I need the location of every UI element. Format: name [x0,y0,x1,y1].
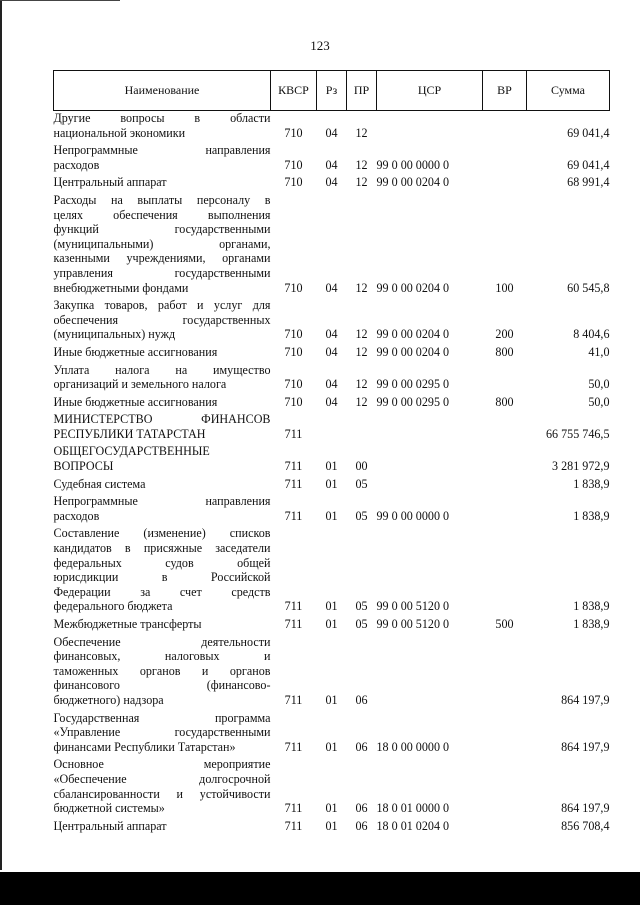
row-sum: 50,0 [588,394,610,409]
row-name-line: Межбюджетные трансферты [53,617,202,631]
row-name-line: Федерации за счет средств [53,584,271,599]
row-csr: 99 0 00 5120 0 [376,617,450,631]
row-name [54,298,271,345]
row-name-line: финансовых, налоговых и [53,649,271,664]
row-csr: 99 0 00 0204 0 [376,280,450,295]
header-rz: Рз [317,71,347,111]
row-vr [483,363,527,395]
row-name [54,819,271,837]
row-rz: 01 [325,476,338,491]
row-kvsr: 710 [284,280,303,295]
row-rz: 01 [325,508,338,523]
row-name [54,111,271,144]
page-number: 123 [310,38,330,53]
row-sum: 1 838,9 [573,617,610,631]
row-vr [483,711,527,758]
row-kvsr: 711 [284,739,303,754]
table-header-row [54,71,610,111]
table-row [54,494,610,526]
row-pr: 12 [355,157,368,172]
row-name-line: ВОПРОСЫ [53,459,114,474]
row-name-line: РЕСПУБЛИКИ ТАТАРСТАН [53,426,206,441]
row-sum: 1 838,9 [573,476,610,491]
row-name-line: (муниципальных) нужд [53,327,176,342]
row-name-line: управления государственными [53,265,271,280]
row-name-line: организаций и земельного налога [53,377,227,392]
row-pr: 05 [355,599,368,614]
row-pr: 06 [355,692,368,707]
row-csr [377,477,483,495]
row-kvsr: 711 [284,426,303,441]
row-pr: 12 [355,175,368,190]
row-kvsr: 710 [284,327,303,342]
row-pr: 05 [355,617,368,631]
row-pr: 06 [355,739,368,754]
row-rz: 04 [325,344,338,359]
row-name [54,412,271,444]
table-row [54,298,610,345]
row-sum: 50,0 [588,377,610,392]
row-sum: 864 197,9 [561,692,610,707]
row-kvsr: 710 [284,125,303,140]
row-pr [347,412,377,444]
row-name-line: внебюджетными фондами [53,280,189,295]
row-name-line: казенными учреждениями, органами [53,251,271,266]
row-vr [483,494,527,526]
row-name-line: Другие вопросы в области [53,111,271,125]
row-csr: 18 0 01 0204 0 [376,818,450,833]
row-name-line: юрисдикции в Российской [53,570,271,585]
row-rz: 01 [325,818,338,833]
row-sum: 69 041,4 [567,125,610,140]
row-vr [483,412,527,444]
row-name-line: финансового (финансово- [53,678,271,693]
row-kvsr: 710 [284,377,303,392]
row-vr [483,757,527,818]
row-csr: 99 0 00 0204 0 [376,344,450,359]
row-pr: 06 [355,801,368,816]
row-name [54,617,271,635]
row-pr: 12 [355,280,368,295]
row-pr: 12 [355,394,368,409]
row-name [54,193,271,298]
scan-bottom-band [0,872,640,905]
row-name-line: Государственная программа [53,710,271,725]
row-pr: 05 [355,476,368,491]
row-rz: 01 [325,617,338,631]
row-name [54,444,271,476]
row-vr [483,477,527,495]
row-kvsr: 711 [284,599,303,614]
row-csr [377,412,483,444]
table-row [54,444,610,476]
row-name-line: бюджетного) надзора [53,692,164,707]
row-pr: 05 [355,508,368,523]
row-name-line: Иные бюджетные ассигнования [53,344,218,359]
row-name-line: Непрограммные направления [53,494,271,509]
row-sum: 68 991,4 [567,175,610,190]
row-kvsr: 711 [284,617,303,631]
row-csr: 99 0 00 0295 0 [376,377,450,392]
row-vr: 800 [495,344,514,359]
table-body [54,111,610,837]
row-pr: 12 [355,125,368,140]
row-name [54,477,271,495]
row-rz: 04 [325,377,338,392]
row-sum: 864 197,9 [561,801,610,816]
row-rz: 04 [325,125,338,140]
row-name-line: обеспечения государственных [53,312,271,327]
row-name-line: таможенных органов и органов [53,663,271,678]
row-vr [483,635,527,711]
table-row [54,711,610,758]
row-kvsr: 710 [284,394,303,409]
row-name-line: расходов [53,157,100,172]
header-csr: ЦСР [377,71,483,111]
row-name-line: Уплата налога на имущество [53,362,271,377]
row-name-line: Основное мероприятие [53,757,271,772]
row-name-line: федерального бюджета [53,599,173,614]
row-vr: 100 [495,280,514,295]
table-row [54,635,610,711]
row-kvsr: 711 [284,801,303,816]
row-vr: 500 [495,617,514,631]
row-name-line: Обеспечение деятельности [53,634,271,649]
header-kvsr: КВСР [271,71,317,111]
header-vr: ВР [483,71,527,111]
row-name [54,395,271,413]
row-kvsr: 711 [284,818,303,833]
row-kvsr: 710 [284,344,303,359]
row-sum: 41,0 [588,344,610,359]
row-name-line: (муниципальными) органами, [53,236,271,251]
row-name-line: Закупка товаров, работ и услуг для [53,298,271,313]
row-name-line: ОБЩЕГОСУДАРСТВЕННЫЕ [53,444,210,459]
row-vr [483,526,527,617]
row-name-line: целях обеспечения выполнения [53,207,271,222]
row-csr [377,111,483,144]
row-rz: 01 [325,692,338,707]
row-vr [483,143,527,175]
row-name-line: Расходы на выплаты персоналу в [53,192,271,207]
row-csr: 18 0 00 0000 0 [376,739,450,754]
header-name: Наименование [54,71,271,111]
row-sum: 856 708,4 [561,818,610,833]
row-name-line: сбалансированности и устойчивости [53,786,271,801]
row-name-line: Непрограммные направления [53,143,271,158]
row-name-line: кандидатов в присяжные заседатели [53,541,271,556]
row-rz: 04 [325,280,338,295]
table-row [54,477,610,495]
row-kvsr: 710 [284,157,303,172]
row-sum: 3 281 972,9 [552,459,610,474]
row-vr: 200 [495,327,514,342]
row-csr: 99 0 00 0000 0 [376,157,450,172]
row-name [54,175,271,193]
row-csr: 18 0 01 0000 0 [376,801,450,816]
row-csr [377,635,483,711]
table-row [54,395,610,413]
row-sum: 69 041,4 [567,157,610,172]
row-kvsr: 711 [284,508,303,523]
row-kvsr: 711 [284,692,303,707]
row-name-line: Иные бюджетные ассигнования [53,394,218,409]
row-vr [483,444,527,476]
table-row [54,143,610,175]
row-name-line: расходов [53,508,100,523]
row-kvsr: 711 [284,459,303,474]
row-name-line: Судебная система [53,476,146,491]
row-rz: 01 [325,599,338,614]
row-rz [317,412,347,444]
row-rz: 04 [325,394,338,409]
table-row [54,345,610,363]
row-pr: 12 [355,327,368,342]
row-pr: 12 [355,344,368,359]
row-rz: 01 [325,801,338,816]
row-name [54,526,271,617]
row-csr: 99 0 00 5120 0 [376,599,450,614]
table-row [54,757,610,818]
row-name-line: МИНИСТЕРСТВО ФИНАНСОВ [53,412,271,427]
header-pr: ПР [347,71,377,111]
row-name-line: «Управление государственными [53,725,271,740]
row-name [54,143,271,175]
row-name-line: национальной экономики [53,125,186,140]
row-name-line: «Обеспечение долгосрочной [53,771,271,786]
row-name [54,494,271,526]
row-vr [483,819,527,837]
row-name [54,711,271,758]
table-row [54,363,610,395]
row-name-line: Центральный аппарат [53,175,167,190]
row-name [54,363,271,395]
row-sum: 66 755 746,5 [546,426,610,441]
row-sum: 1 838,9 [573,508,610,523]
row-sum: 864 197,9 [561,739,610,754]
row-vr: 800 [495,394,514,409]
row-kvsr: 710 [284,175,303,190]
row-rz: 01 [325,459,338,474]
row-csr: 99 0 00 0204 0 [376,175,450,190]
header-sum: Сумма [527,71,610,111]
row-name-line: Центральный аппарат [53,818,167,833]
row-name-line: финансами Республики Татарстан» [53,739,236,754]
row-vr [483,175,527,193]
row-name-line: федеральных судов общей [53,555,271,570]
row-name [54,345,271,363]
row-rz: 04 [325,327,338,342]
row-name [54,635,271,711]
row-name-line: бюджетной системы» [53,801,165,816]
row-rz: 01 [325,739,338,754]
row-name [54,757,271,818]
row-rz: 04 [325,157,338,172]
scan-border-top [0,0,120,1]
row-sum: 8 404,6 [573,327,610,342]
row-csr: 99 0 00 0295 0 [376,394,450,409]
row-csr: 99 0 00 0204 0 [376,327,450,342]
budget-table [53,70,610,836]
table-row [54,175,610,193]
table-row [54,617,610,635]
table-row [54,193,610,298]
row-rz: 04 [325,175,338,190]
row-sum: 60 545,8 [567,280,610,295]
table-row [54,111,610,144]
table-row [54,526,610,617]
row-vr [483,111,527,144]
row-name-line: Составление (изменение) списков [53,526,271,541]
scan-border-left [0,0,2,870]
row-csr: 99 0 00 0000 0 [376,508,450,523]
row-pr: 12 [355,377,368,392]
table-row [54,412,610,444]
row-pr: 06 [355,818,368,833]
row-kvsr: 711 [284,476,303,491]
row-pr: 00 [355,459,368,474]
row-sum: 1 838,9 [573,599,610,614]
table-row [54,819,610,837]
row-name-line: функций государственными [53,222,271,237]
row-csr [377,444,483,476]
